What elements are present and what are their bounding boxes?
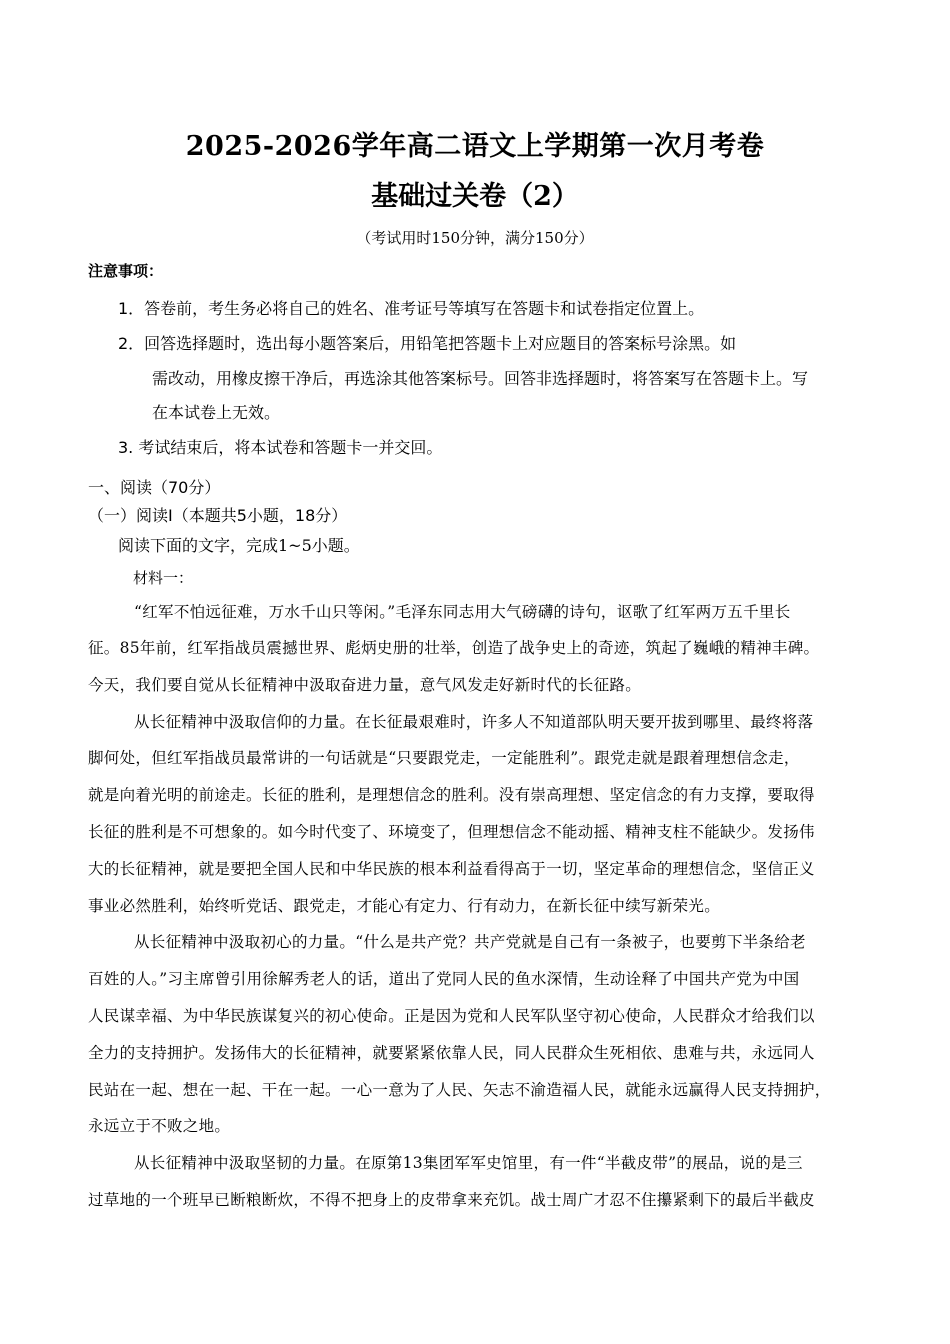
notice-line-2: 2．回答选择题时，选出每小题答案后，用铅笔把答题卡上对应题目的答案标号涂黑。如 <box>118 334 737 353</box>
body-line: 大的长征精神，就是要把全国人民和中华民族的根本利益看得高于一切，坚定革命的理想信念，坚信正义 <box>88 860 815 878</box>
body-line: 人民谋幸福、为中华民族谋复兴的初心使命。正是因为党和人民军队坚守初心使命，人民群众才给我们以 <box>88 1007 815 1025</box>
section-heading: 一、阅读（70分） <box>88 478 221 497</box>
body-line: 从长征精神中汲取初心的力量。“什么是共产党？共产党就是自己有一条被子，也要剪下半条给老 <box>134 933 806 951</box>
notice-heading: 注意事项： <box>88 262 164 280</box>
body-line: 脚何处，但红军指战员最常讲的一句话就是“只要跟党走，一定能胜利”。跟党走就是跟着理想信念走， <box>88 749 800 767</box>
body-line: 事业必然胜利，始终听党话、跟党走，才能心有定力、行有动力，在新长征中续写新荣光。 <box>88 897 721 915</box>
body-line: 从长征精神中汲取坚韧的力量。在原第13集团军军史馆里，有一件“半截皮带”的展品，说的是三 <box>134 1154 803 1172</box>
reading-instruction: 阅读下面的文字，完成1~5小题。 <box>118 536 360 555</box>
body-line: 全力的支持拥护。发扬伟大的长征精神，就要紧紧依靠人民，同人民群众生死相依、患难与共，永远同人 <box>88 1044 815 1062</box>
body-line: 就是向着光明的前途走。长征的胜利，是理想信念的胜利。没有崇高理想、坚定信念的有力支撑，要取得 <box>88 786 815 804</box>
body-line: 今天，我们要自觉从长征精神中汲取奋进力量，意气风发走好新时代的长征路。 <box>88 676 642 694</box>
exam-title: 2025-2026学年高二语文上学期第一次月考卷 <box>185 131 765 162</box>
notice-line-3: 需改动，用橡皮擦干净后，再选涂其他答案标号。回答非选择题时，将答案写在答题卡上。写 <box>152 369 809 388</box>
body-line: 百姓的人。”习主席曾引用徐解秀老人的话，道出了党同人民的鱼水深情，生动诠释了中国共产党为中国 <box>88 970 800 988</box>
body-line: “红军不怕远征难，万水千山只等闲。”毛泽东同志用大气磅礴的诗句，讴歌了红军两万五千里长 <box>134 603 791 621</box>
body-line: 永远立于不败之地。 <box>88 1117 231 1135</box>
exam-subtitle: 基础过关卷（2） <box>371 181 579 212</box>
body-line: 过草地的一个班早已断粮断炊，不得不把身上的皮带拿来充饥。战士周广才忍不住攥紧剩下的最后半截皮 <box>88 1191 815 1209</box>
body-line: 民站在一起、想在一起、干在一起。一心一意为了人民、矢志不渝造福人民，就能永远赢得人民支持拥护， <box>88 1081 831 1099</box>
notice-line-1: 1．答卷前，考生务必将自己的姓名、准考证号等填写在答题卡和试卷指定位置上。 <box>118 299 705 318</box>
subsection-heading: （一）阅读Ⅰ（本题共5小题，18分） <box>88 506 348 525</box>
notice-line-4: 在本试卷上无效。 <box>152 403 281 422</box>
exam-info: （考试用时150分钟，满分150分） <box>356 229 594 247</box>
material-label: 材料一： <box>133 569 194 587</box>
body-line: 征。85年前，红军指战员震撼世界、彪炳史册的壮举，创造了战争史上的奇迹，筑起了巍峨的精神丰碑。 <box>88 639 820 657</box>
body-line: 从长征精神中汲取信仰的力量。在长征最艰难时，许多人不知道部队明天要开拔到哪里、最终将落 <box>134 713 814 731</box>
body-line: 长征的胜利是不可想象的。如今时代变了、环境变了，但理想信念不能动摇、精神支柱不能缺少。发扬伟 <box>88 823 815 841</box>
notice-line-5: 3. 考试结束后，将本试卷和答题卡一并交回。 <box>118 438 443 457</box>
